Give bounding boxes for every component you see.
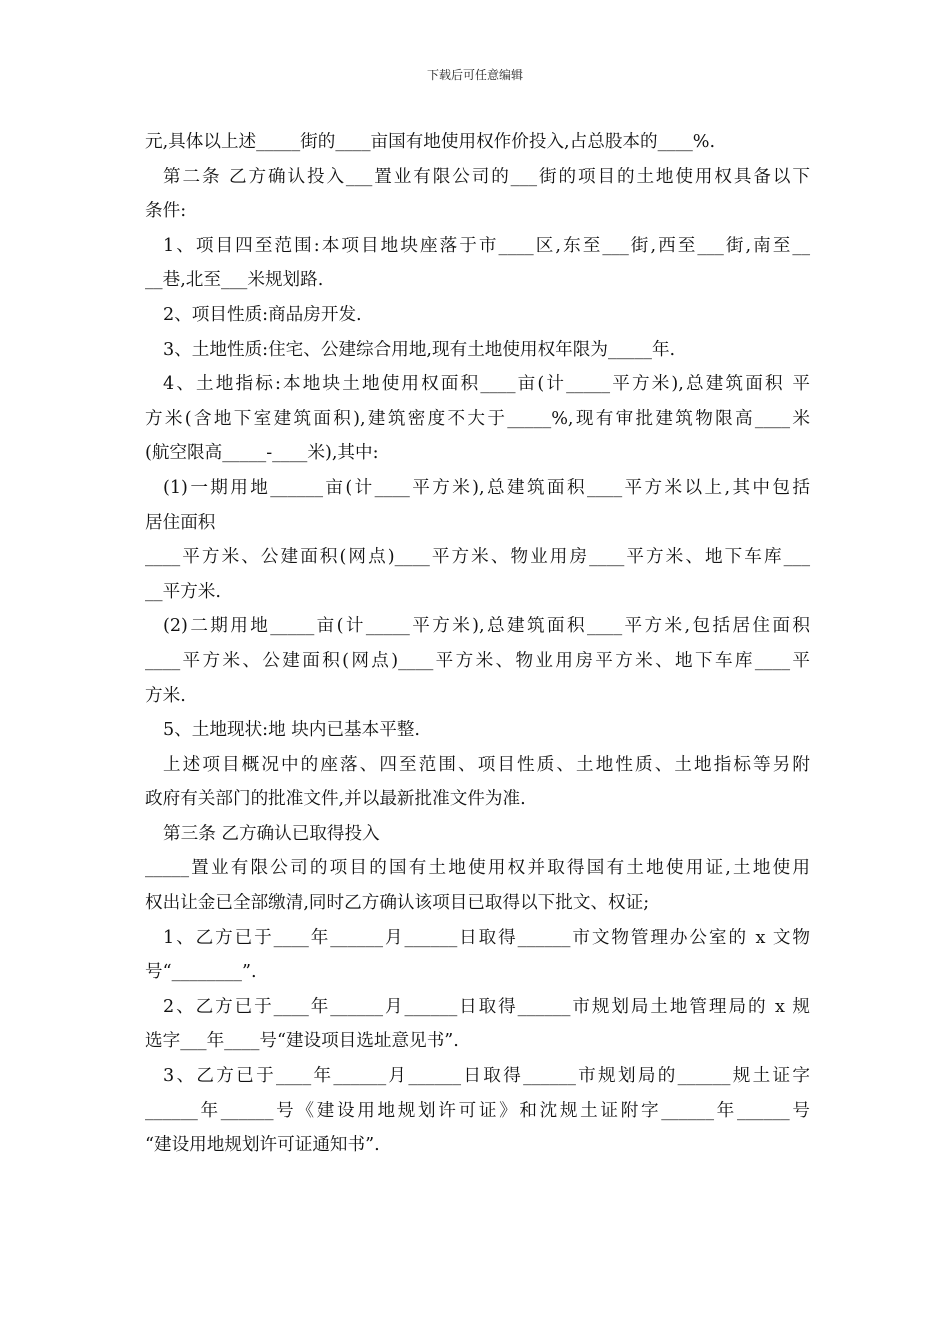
text-line: 元,具体以上述_____街的____亩国有地使用权作价投入,占总股本的____%.	[145, 132, 716, 152]
text-line: 条件:	[145, 201, 187, 222]
text-line: 第三条 乙方确认已取得投入	[163, 823, 380, 844]
text-line: 上述项目概况中的座落、四至范围、项目性质、土地性质、土地指标等另附	[163, 754, 810, 775]
text-line: 3、乙方已于____年______月______日取得______市规划局的______规土证字	[163, 1066, 810, 1087]
text-line: 权出让金已全部缴清,同时乙方确认该项目已取得以下批文、权证;	[145, 893, 650, 914]
text-line: 5、土地现状:地 块内已基本平整.	[163, 720, 421, 741]
text-line: __平方米.	[145, 581, 221, 602]
text-line: 4、土地指标:本地块土地使用权面积____亩(计_____平方米),总建筑面积 平	[163, 374, 810, 395]
text-line: 政府有关部门的批准文件,并以最新批准文件为准.	[145, 789, 526, 810]
text-line: 号“________”.	[145, 962, 257, 983]
text-line: 选字___年____号“建设项目选址意见书”.	[145, 1031, 459, 1052]
text-line: 1、项目四至范围:本项目地块座落于市____区,东至___街,西至___街,南至__	[163, 235, 810, 256]
text-line: ____平方米、公建面积(网点)____平方米、物业用房平方米、地下车库____平	[145, 650, 810, 671]
text-line: 第二条 乙方确认投入___置业有限公司的___街的项目的土地使用权具备以下	[163, 166, 810, 187]
text-line: (航空限高_____-____米),其中:	[145, 443, 379, 464]
text-line: “建设用地规划许可证通知书”.	[145, 1135, 380, 1156]
text-line: 方米(含地下室建筑面积),建筑密度不大于_____%,现有审批建筑物限高____米	[145, 408, 810, 429]
text-line: (2)二期用地_____亩(计_____平方米),总建筑面积____平方米,包括居住面积	[163, 616, 810, 637]
text-line: ____平方米、公建面积(网点)____平方米、物业用房____平方米、地下车库___	[145, 547, 810, 568]
text-line: 居住面积	[145, 512, 216, 533]
text-line: 3、土地性质:住宅、公建综合用地,现有土地使用权年限为_____年.	[163, 339, 676, 360]
text-line: 2、乙方已于____年______月______日取得______市规划局土地管理局的 x 规	[163, 996, 810, 1017]
text-line: (1)一期用地______亩(计____平方米),总建筑面积____平方米以上,其中包括	[163, 477, 810, 498]
text-line: 2、项目性质:商品房开发.	[163, 304, 362, 325]
text-line: __巷,北至___米规划路.	[145, 270, 324, 291]
page-header: 下载后可任意编辑	[426, 68, 523, 82]
text-line: 1、乙方已于____年______月______日取得______市文物管理办公室的 x 文物	[163, 927, 810, 948]
text-line: _____置业有限公司的项目的国有土地使用权并取得国有土地使用证,土地使用	[145, 858, 810, 879]
text-line: ______年______号《建设用地规划许可证》和沈规土证附字______年______号	[145, 1100, 810, 1121]
document-body	[145, 125, 810, 1163]
text-line: 方米.	[145, 685, 186, 706]
